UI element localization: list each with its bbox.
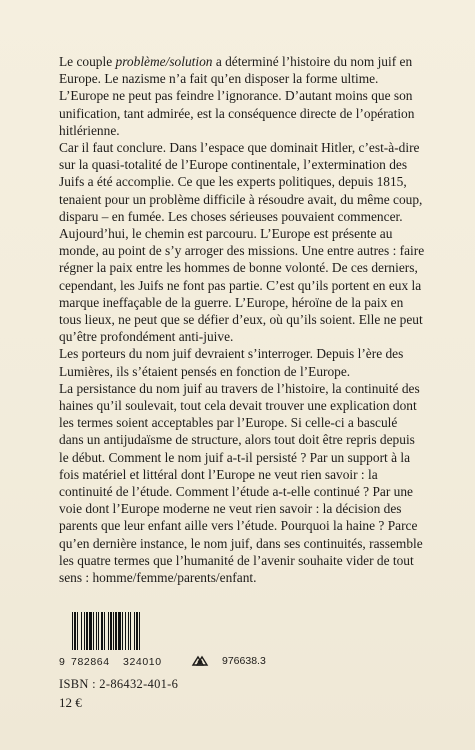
barcode-bar [89,612,92,650]
price: 12 € [59,695,82,710]
publisher-logo-icon [190,653,210,669]
barcode-bar [84,612,85,650]
barcode-digits-group-2: 324010 [123,656,162,668]
barcode-bar [113,612,114,650]
barcode-bar [98,612,99,650]
barcode-digit-lead: 9 [59,656,65,668]
barcode-bar [122,612,123,650]
paragraph-6: La persistance du nom juif au travers de l’histoire, la continuité des haines qu’il soulevait, tout cela devait trouver une explication dont les termes soient acceptables par l’Europe. Si celle-ci a basculé dans un antijudaïsme de structure, alors tout doit être repris depuis le début. Comment le nom juif a-t-il persisté ? Par un support à la fois matériel et littéral dont l’Europe ne veut rien savoir : la continuité de l’étude. Comment l’étude a-t-elle continué ? Par une voie dont l’Europe moderne ne veut rien savoir : la décision des parents que leur enfant aille vers l’étude. Pourquoi la haine ? Parce qu’en dernière instance, le nom juif, dans ses continuités, rassemble les quatre termes que l’humanité de l’avenir souhaite vider de tout sens : homme/femme/parents/enfant. [59,380,423,586]
barcode-bar [77,612,78,650]
barcode-digits-group-1: 782864 [71,656,110,668]
p1-pre: Le couple [59,54,116,69]
barcode-bar [101,612,103,650]
p1-post: a déterminé l’histoire du nom juif en Europe. Le nazisme n’a fait qu’en disposer la forme ultime. [59,54,413,87]
barcode-bar [72,612,73,650]
barcode-bar [93,612,94,650]
paragraph-1 [59,53,425,87]
barcode-bar [110,612,112,650]
p1-emphasis: problème/solution [115,54,213,69]
barcode-bar [86,612,88,650]
barcode-bar [118,612,121,650]
paragraph-2: L’Europe ne peut pas feindre l’ignorance. D’autant moins que son unification, tant admirée, est la conséquence directe de l’opération hitlérienne. [59,88,415,138]
barcode-digits [59,656,319,668]
isbn: ISBN : 2-86432-401-6 [59,677,179,691]
barcode-bar [134,612,135,650]
barcode-bar [104,612,105,650]
barcode-bar [128,612,129,650]
barcode-bar [74,612,76,650]
barcode-bar [136,612,138,650]
catalog-number: 976638.3 [222,655,266,667]
barcode [59,612,186,650]
barcode-bar [96,612,97,650]
paragraph-5: Les porteurs du nom juif devraient s’interroger. Depuis l’ère des Lumières, ils s’étaient pensés en fonction de l’Europe. [59,346,404,379]
back-cover-text [59,53,425,586]
barcode-bar [139,612,140,650]
barcode-bar [108,612,109,650]
paragraph-3: Car il faut conclure. Dans l’espace que dominait Hitler, c’est-à-dire sur la quasi-totalité de l’Europe continentale, l’extermination des Juifs a été accomplie. Ce que les experts politiques, depuis 1815, tenaient pour un problème difficile à résoudre avait, du même coup, disparu – en fumée. Les choses sérieuses pouvaient commencer. [59,140,423,224]
barcode-bar [125,612,126,650]
barcode-bar [130,612,131,650]
barcode-bar [81,612,82,650]
catalog-code [190,653,266,669]
barcode-bar [115,612,117,650]
paragraph-4: Aujourd’hui, le chemin est parcouru. L’Europe est présente au monde, au point de s’y arroger des missions. Une entre autres : faire régner la paix entre les hommes de bonne volonté. De ces derniers, cependant, les Juifs ne font pas partie. C’est qu’ils portent en eux la marque ineffaçable de la guerre. L’Europe, héroïne de la paix en tous lieux, ne peut que se défier d’eux, où qu’ils soient. Elle ne peut qu’être profondément anti-juive. [59,226,425,345]
barcode-block [59,612,319,668]
